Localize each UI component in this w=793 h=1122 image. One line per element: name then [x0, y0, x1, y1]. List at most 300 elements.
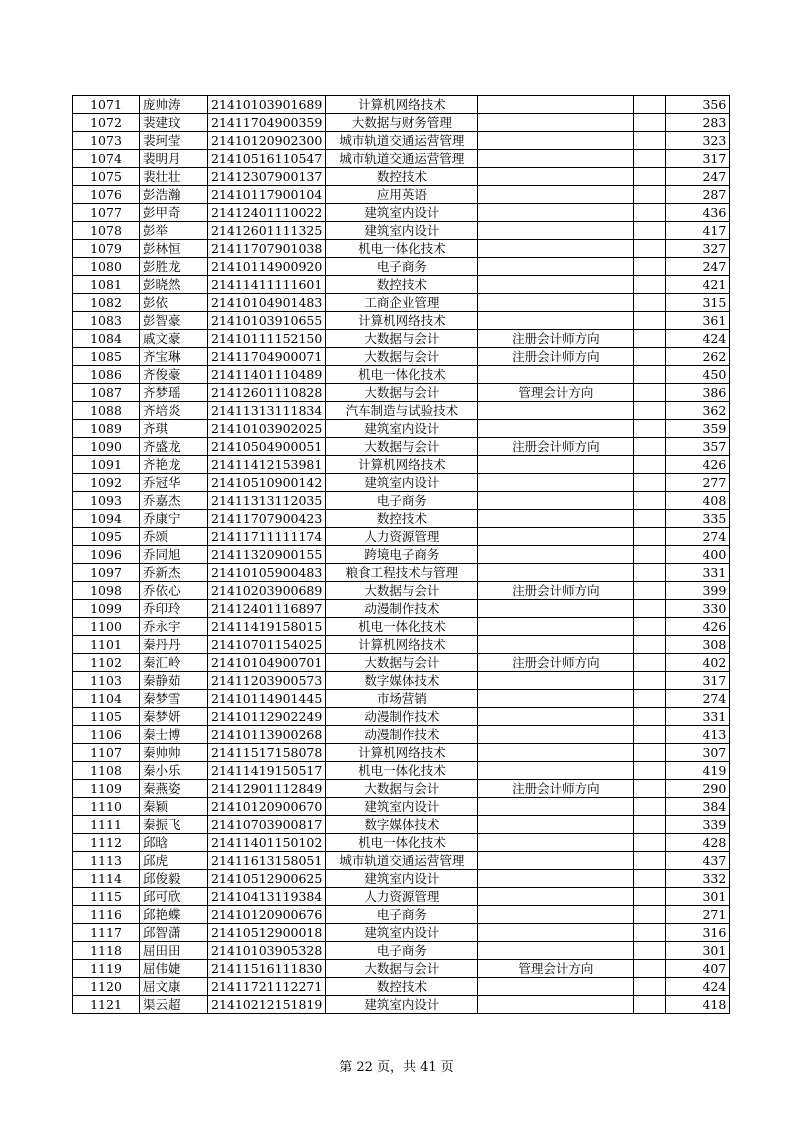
student-name-cell: 戚文豪	[140, 330, 208, 348]
direction-cell	[478, 708, 634, 726]
score-cell: 262	[666, 348, 730, 366]
score-cell: 335	[666, 510, 730, 528]
major-name-cell: 大数据与会计	[326, 654, 478, 672]
table-row	[73, 366, 730, 384]
major-name-cell: 动漫制作技术	[326, 708, 478, 726]
student-name-cell: 庞帅涛	[140, 96, 208, 114]
student-name-cell: 秦振飞	[140, 816, 208, 834]
exam-id-cell: 21412401110022	[208, 204, 326, 222]
row-number-cell: 1107	[73, 744, 140, 762]
student-name-cell: 彭林恒	[140, 240, 208, 258]
blank-cell-cell	[634, 168, 666, 186]
row-number-cell: 1106	[73, 726, 140, 744]
student-score-table	[72, 95, 730, 1014]
row-number-cell: 1086	[73, 366, 140, 384]
row-number-cell: 1074	[73, 150, 140, 168]
major-name-cell: 数字媒体技术	[326, 816, 478, 834]
student-name-cell: 齐俊豪	[140, 366, 208, 384]
exam-id-cell: 21410120900676	[208, 906, 326, 924]
major-name-cell: 大数据与会计	[326, 348, 478, 366]
student-name-cell: 秦梦雪	[140, 690, 208, 708]
direction-cell	[478, 834, 634, 852]
student-name-cell: 屈田田	[140, 942, 208, 960]
major-name-cell: 计算机网络技术	[326, 636, 478, 654]
major-name-cell: 城市轨道交通运营管理	[326, 852, 478, 870]
exam-id-cell: 21410117900104	[208, 186, 326, 204]
table-row	[73, 294, 730, 312]
exam-id-cell: 21411313111834	[208, 402, 326, 420]
direction-cell: 管理会计方向	[478, 384, 634, 402]
exam-id-cell: 21410203900689	[208, 582, 326, 600]
major-name-cell: 建筑室内设计	[326, 870, 478, 888]
direction-cell	[478, 528, 634, 546]
row-number-cell: 1078	[73, 222, 140, 240]
major-name-cell: 机电一体化技术	[326, 366, 478, 384]
major-name-cell: 数控技术	[326, 978, 478, 996]
blank-cell-cell	[634, 474, 666, 492]
row-number-cell: 1079	[73, 240, 140, 258]
score-cell: 407	[666, 960, 730, 978]
score-cell: 408	[666, 492, 730, 510]
student-name-cell: 邱晗	[140, 834, 208, 852]
blank-cell-cell	[634, 96, 666, 114]
student-name-cell: 齐琪	[140, 420, 208, 438]
table-row	[73, 330, 730, 348]
row-number-cell: 1083	[73, 312, 140, 330]
major-name-cell: 大数据与会计	[326, 330, 478, 348]
exam-id-cell: 21411203900573	[208, 672, 326, 690]
exam-id-cell: 21411704900359	[208, 114, 326, 132]
blank-cell-cell	[634, 402, 666, 420]
blank-cell-cell	[634, 726, 666, 744]
blank-cell-cell	[634, 924, 666, 942]
major-name-cell: 动漫制作技术	[326, 726, 478, 744]
table-row	[73, 186, 730, 204]
score-cell: 323	[666, 132, 730, 150]
score-cell: 400	[666, 546, 730, 564]
blank-cell-cell	[634, 492, 666, 510]
table-row	[73, 546, 730, 564]
score-cell: 426	[666, 618, 730, 636]
score-cell: 450	[666, 366, 730, 384]
student-name-cell: 秦丹丹	[140, 636, 208, 654]
table-row	[73, 132, 730, 150]
score-cell: 274	[666, 690, 730, 708]
student-name-cell: 秦静茹	[140, 672, 208, 690]
student-name-cell: 裴明月	[140, 150, 208, 168]
blank-cell-cell	[634, 744, 666, 762]
table-row	[73, 258, 730, 276]
score-cell: 274	[666, 528, 730, 546]
row-number-cell: 1075	[73, 168, 140, 186]
exam-id-cell: 21410114900920	[208, 258, 326, 276]
direction-cell	[478, 798, 634, 816]
student-name-cell: 邱艳蝶	[140, 906, 208, 924]
score-cell: 330	[666, 600, 730, 618]
direction-cell	[478, 942, 634, 960]
table-row	[73, 114, 730, 132]
blank-cell-cell	[634, 312, 666, 330]
table-row	[73, 888, 730, 906]
row-number-cell: 1105	[73, 708, 140, 726]
score-cell: 426	[666, 456, 730, 474]
student-name-cell: 乔永宇	[140, 618, 208, 636]
blank-cell-cell	[634, 618, 666, 636]
blank-cell-cell	[634, 132, 666, 150]
student-name-cell: 裴壮壮	[140, 168, 208, 186]
major-name-cell: 大数据与会计	[326, 438, 478, 456]
major-name-cell: 大数据与会计	[326, 960, 478, 978]
row-number-cell: 1116	[73, 906, 140, 924]
table-row	[73, 96, 730, 114]
major-name-cell: 数字媒体技术	[326, 672, 478, 690]
row-number-cell: 1120	[73, 978, 140, 996]
direction-cell	[478, 852, 634, 870]
exam-id-cell: 21411721112271	[208, 978, 326, 996]
score-cell: 247	[666, 168, 730, 186]
direction-cell	[478, 726, 634, 744]
exam-id-cell: 21410103902025	[208, 420, 326, 438]
table-row	[73, 852, 730, 870]
blank-cell-cell	[634, 708, 666, 726]
major-name-cell: 数控技术	[326, 168, 478, 186]
direction-cell	[478, 204, 634, 222]
student-name-cell: 彭智豪	[140, 312, 208, 330]
major-name-cell: 电子商务	[326, 906, 478, 924]
direction-cell	[478, 996, 634, 1014]
direction-cell	[478, 114, 634, 132]
table-row	[73, 942, 730, 960]
blank-cell-cell	[634, 114, 666, 132]
major-name-cell: 大数据与会计	[326, 582, 478, 600]
blank-cell-cell	[634, 780, 666, 798]
blank-cell-cell	[634, 960, 666, 978]
major-name-cell: 计算机网络技术	[326, 456, 478, 474]
row-number-cell: 1092	[73, 474, 140, 492]
exam-id-cell: 21410512900625	[208, 870, 326, 888]
direction-cell	[478, 924, 634, 942]
blank-cell-cell	[634, 564, 666, 582]
exam-id-cell: 21411401110489	[208, 366, 326, 384]
table-row	[73, 870, 730, 888]
student-name-cell: 彭胜龙	[140, 258, 208, 276]
major-name-cell: 电子商务	[326, 258, 478, 276]
row-number-cell: 1103	[73, 672, 140, 690]
blank-cell-cell	[634, 204, 666, 222]
exam-id-cell: 21411412153981	[208, 456, 326, 474]
blank-cell-cell	[634, 690, 666, 708]
score-cell: 331	[666, 564, 730, 582]
major-name-cell: 市场营销	[326, 690, 478, 708]
table-row	[73, 978, 730, 996]
exam-id-cell: 21411320900155	[208, 546, 326, 564]
direction-cell	[478, 672, 634, 690]
direction-cell	[478, 186, 634, 204]
blank-cell-cell	[634, 672, 666, 690]
student-name-cell: 屈文康	[140, 978, 208, 996]
table-row	[73, 276, 730, 294]
score-cell: 413	[666, 726, 730, 744]
exam-id-cell: 21410113900268	[208, 726, 326, 744]
table-row	[73, 960, 730, 978]
table-row	[73, 906, 730, 924]
student-name-cell: 邱可欣	[140, 888, 208, 906]
table-row	[73, 456, 730, 474]
blank-cell-cell	[634, 420, 666, 438]
row-number-cell: 1108	[73, 762, 140, 780]
table-row	[73, 240, 730, 258]
score-cell: 417	[666, 222, 730, 240]
exam-id-cell: 21411401150102	[208, 834, 326, 852]
blank-cell-cell	[634, 240, 666, 258]
major-name-cell: 大数据与财务管理	[326, 114, 478, 132]
table-row	[73, 762, 730, 780]
exam-id-cell: 21412401116897	[208, 600, 326, 618]
major-name-cell: 跨境电子商务	[326, 546, 478, 564]
blank-cell-cell	[634, 906, 666, 924]
exam-id-cell: 21410104901483	[208, 294, 326, 312]
direction-cell	[478, 762, 634, 780]
blank-cell-cell	[634, 888, 666, 906]
row-number-cell: 1081	[73, 276, 140, 294]
student-name-cell: 彭举	[140, 222, 208, 240]
table-row	[73, 168, 730, 186]
table-row	[73, 492, 730, 510]
row-number-cell: 1091	[73, 456, 140, 474]
exam-id-cell: 21410512900018	[208, 924, 326, 942]
direction-cell	[478, 312, 634, 330]
student-name-cell: 秦帅帅	[140, 744, 208, 762]
exam-id-cell: 21411711111174	[208, 528, 326, 546]
student-name-cell: 齐盛龙	[140, 438, 208, 456]
blank-cell-cell	[634, 510, 666, 528]
blank-cell-cell	[634, 438, 666, 456]
table-row	[73, 222, 730, 240]
blank-cell-cell	[634, 294, 666, 312]
exam-id-cell: 21411704900071	[208, 348, 326, 366]
blank-cell-cell	[634, 870, 666, 888]
table-row	[73, 672, 730, 690]
direction-cell	[478, 96, 634, 114]
table-row	[73, 780, 730, 798]
score-cell: 315	[666, 294, 730, 312]
row-number-cell: 1100	[73, 618, 140, 636]
exam-id-cell: 21411516111830	[208, 960, 326, 978]
score-cell: 424	[666, 330, 730, 348]
row-number-cell: 1101	[73, 636, 140, 654]
row-number-cell: 1099	[73, 600, 140, 618]
student-name-cell: 秦小乐	[140, 762, 208, 780]
score-cell: 359	[666, 420, 730, 438]
major-name-cell: 机电一体化技术	[326, 762, 478, 780]
student-name-cell: 秦梦妍	[140, 708, 208, 726]
blank-cell-cell	[634, 186, 666, 204]
score-cell: 428	[666, 834, 730, 852]
direction-cell	[478, 366, 634, 384]
score-cell: 421	[666, 276, 730, 294]
direction-cell	[478, 510, 634, 528]
student-name-cell: 齐宝琳	[140, 348, 208, 366]
table-row	[73, 924, 730, 942]
student-name-cell: 乔冠华	[140, 474, 208, 492]
major-name-cell: 电子商务	[326, 492, 478, 510]
direction-cell	[478, 168, 634, 186]
table-row	[73, 654, 730, 672]
page-footer: 第 22 页，共 41 页	[339, 1060, 454, 1075]
major-name-cell: 计算机网络技术	[326, 312, 478, 330]
table-row	[73, 996, 730, 1014]
direction-cell	[478, 690, 634, 708]
major-name-cell: 大数据与会计	[326, 780, 478, 798]
table-row	[73, 582, 730, 600]
score-cell: 283	[666, 114, 730, 132]
direction-cell: 注册会计师方向	[478, 348, 634, 366]
score-cell: 386	[666, 384, 730, 402]
exam-id-cell: 21410703900817	[208, 816, 326, 834]
exam-id-cell: 21412307900137	[208, 168, 326, 186]
score-cell: 301	[666, 888, 730, 906]
major-name-cell: 建筑室内设计	[326, 474, 478, 492]
student-name-cell: 秦燕姿	[140, 780, 208, 798]
student-name-cell: 乔嘉杰	[140, 492, 208, 510]
exam-id-cell: 21410103905328	[208, 942, 326, 960]
table-row	[73, 348, 730, 366]
major-name-cell: 工商企业管理	[326, 294, 478, 312]
row-number-cell: 1109	[73, 780, 140, 798]
row-number-cell: 1088	[73, 402, 140, 420]
score-cell: 301	[666, 942, 730, 960]
blank-cell-cell	[634, 258, 666, 276]
major-name-cell: 建筑室内设计	[326, 222, 478, 240]
exam-id-cell: 21410103901689	[208, 96, 326, 114]
blank-cell-cell	[634, 348, 666, 366]
major-name-cell: 建筑室内设计	[326, 798, 478, 816]
exam-id-cell: 21410104900701	[208, 654, 326, 672]
row-number-cell: 1071	[73, 96, 140, 114]
table-row	[73, 384, 730, 402]
row-number-cell: 1093	[73, 492, 140, 510]
major-name-cell: 数控技术	[326, 510, 478, 528]
direction-cell	[478, 150, 634, 168]
score-cell: 332	[666, 870, 730, 888]
major-name-cell: 建筑室内设计	[326, 420, 478, 438]
score-cell: 436	[666, 204, 730, 222]
direction-cell	[478, 888, 634, 906]
row-number-cell: 1104	[73, 690, 140, 708]
student-name-cell: 齐培炎	[140, 402, 208, 420]
row-number-cell: 1118	[73, 942, 140, 960]
exam-id-cell: 21410212151819	[208, 996, 326, 1014]
exam-id-cell: 21410120900670	[208, 798, 326, 816]
major-name-cell: 人力资源管理	[326, 888, 478, 906]
score-cell: 308	[666, 636, 730, 654]
score-cell: 317	[666, 672, 730, 690]
score-cell: 316	[666, 924, 730, 942]
table-row	[73, 420, 730, 438]
exam-id-cell: 21410413119384	[208, 888, 326, 906]
table-row	[73, 744, 730, 762]
exam-id-cell: 21410112902249	[208, 708, 326, 726]
student-name-cell: 邱虎	[140, 852, 208, 870]
direction-cell	[478, 978, 634, 996]
student-name-cell: 乔依心	[140, 582, 208, 600]
major-name-cell: 动漫制作技术	[326, 600, 478, 618]
row-number-cell: 1098	[73, 582, 140, 600]
exam-id-cell: 21412601111325	[208, 222, 326, 240]
score-cell: 307	[666, 744, 730, 762]
exam-id-cell: 21410701154025	[208, 636, 326, 654]
blank-cell-cell	[634, 654, 666, 672]
blank-cell-cell	[634, 366, 666, 384]
direction-cell	[478, 816, 634, 834]
row-number-cell: 1096	[73, 546, 140, 564]
row-number-cell: 1077	[73, 204, 140, 222]
exam-id-cell: 21410510900142	[208, 474, 326, 492]
blank-cell-cell	[634, 942, 666, 960]
major-name-cell: 粮食工程技术与管理	[326, 564, 478, 582]
student-name-cell: 齐艳龙	[140, 456, 208, 474]
score-cell: 424	[666, 978, 730, 996]
major-name-cell: 大数据与会计	[326, 384, 478, 402]
exam-id-cell: 21411419158015	[208, 618, 326, 636]
direction-cell	[478, 546, 634, 564]
blank-cell-cell	[634, 456, 666, 474]
direction-cell	[478, 618, 634, 636]
direction-cell	[478, 420, 634, 438]
score-cell: 287	[666, 186, 730, 204]
major-name-cell: 汽车制造与试验技术	[326, 402, 478, 420]
major-name-cell: 机电一体化技术	[326, 240, 478, 258]
direction-cell	[478, 258, 634, 276]
table-row	[73, 204, 730, 222]
student-name-cell: 乔颂	[140, 528, 208, 546]
blank-cell-cell	[634, 276, 666, 294]
major-name-cell: 建筑室内设计	[326, 204, 478, 222]
student-name-cell: 乔同旭	[140, 546, 208, 564]
major-name-cell: 建筑室内设计	[326, 924, 478, 942]
table-row	[73, 510, 730, 528]
student-name-cell: 秦士博	[140, 726, 208, 744]
student-name-cell: 乔新杰	[140, 564, 208, 582]
table-row	[73, 528, 730, 546]
row-number-cell: 1113	[73, 852, 140, 870]
score-cell: 418	[666, 996, 730, 1014]
student-name-cell: 屈伟婕	[140, 960, 208, 978]
table-row	[73, 150, 730, 168]
row-number-cell: 1087	[73, 384, 140, 402]
exam-id-cell: 21410103910655	[208, 312, 326, 330]
blank-cell-cell	[634, 798, 666, 816]
score-cell: 247	[666, 258, 730, 276]
student-name-cell: 秦颖	[140, 798, 208, 816]
student-name-cell: 秦汇岭	[140, 654, 208, 672]
blank-cell-cell	[634, 222, 666, 240]
student-name-cell: 彭甲奇	[140, 204, 208, 222]
exam-id-cell: 21410120902300	[208, 132, 326, 150]
exam-id-cell: 21411707900423	[208, 510, 326, 528]
exam-id-cell: 21412901112849	[208, 780, 326, 798]
direction-cell: 管理会计方向	[478, 960, 634, 978]
score-cell: 402	[666, 654, 730, 672]
major-name-cell: 数控技术	[326, 276, 478, 294]
major-name-cell: 城市轨道交通运营管理	[326, 132, 478, 150]
direction-cell	[478, 276, 634, 294]
table-row	[73, 834, 730, 852]
student-name-cell: 裴珂莹	[140, 132, 208, 150]
table-row	[73, 564, 730, 582]
direction-cell	[478, 870, 634, 888]
score-cell: 356	[666, 96, 730, 114]
